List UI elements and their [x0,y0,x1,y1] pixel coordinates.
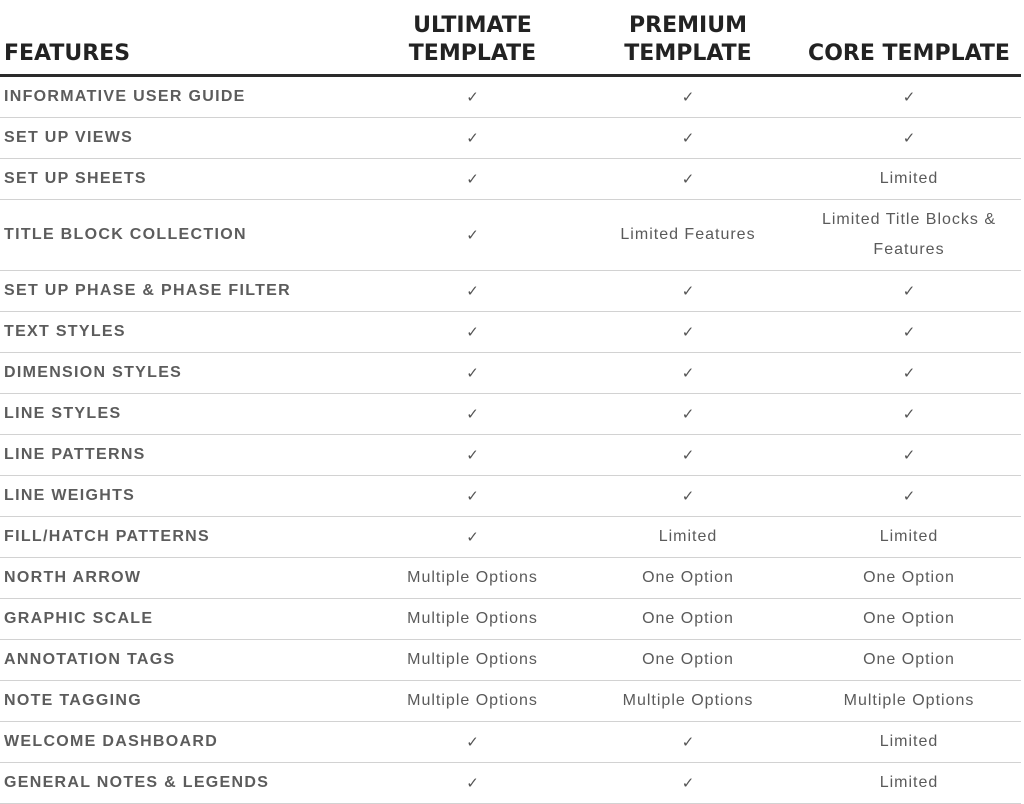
core-check-icon: ✓ [797,353,1021,394]
premium-value: One Option [579,558,797,599]
ultimate-value: Multiple Options [366,558,579,599]
table-row [0,394,1021,435]
core-check-icon: ✓ [797,76,1021,118]
feature-name: SET UP PHASE & PHASE FILTER [0,271,366,312]
ultimate-check-icon: ✓ [366,159,579,200]
core-value [797,200,1021,271]
ultimate-check-icon: ✓ [366,435,579,476]
feature-name: LINE STYLES [0,394,366,435]
feature-name: LINE WEIGHTS [0,476,366,517]
feature-name: TITLE BLOCK COLLECTION [0,200,366,271]
core-value: One Option [797,599,1021,640]
ultimate-check-icon: ✓ [366,200,579,271]
premium-value: Limited Features [579,200,797,271]
feature-name: SET UP SHEETS [0,159,366,200]
core-check-icon: ✓ [797,435,1021,476]
core-value: Limited [797,763,1021,804]
header-ultimate-label: ULTIMATE TEMPLATE [408,13,537,66]
core-check-icon: ✓ [797,312,1021,353]
premium-check-icon: ✓ [579,435,797,476]
ultimate-value: Multiple Options [366,681,579,722]
premium-check-icon: ✓ [579,312,797,353]
table-row [0,681,1021,722]
feature-name: FILL/HATCH PATTERNS [0,517,366,558]
premium-check-icon: ✓ [579,76,797,118]
table-row [0,271,1021,312]
premium-value: Limited [579,517,797,558]
table-row [0,476,1021,517]
core-value: One Option [797,558,1021,599]
table-row [0,640,1021,681]
ultimate-check-icon: ✓ [366,76,579,118]
ultimate-check-icon: ✓ [366,312,579,353]
table-header [0,0,1021,76]
feature-name: WELCOME DASHBOARD [0,722,366,763]
ultimate-check-icon: ✓ [366,763,579,804]
header-premium-template [579,0,797,76]
table-row [0,200,1021,271]
table-row [0,76,1021,118]
core-check-icon: ✓ [797,118,1021,159]
core-check-icon: ✓ [797,271,1021,312]
table-row [0,722,1021,763]
premium-check-icon: ✓ [579,476,797,517]
feature-name: SET UP VIEWS [0,118,366,159]
core-check-icon: ✓ [797,394,1021,435]
premium-value: Multiple Options [579,681,797,722]
table-body [0,76,1021,804]
core-value: Multiple Options [797,681,1021,722]
ultimate-check-icon: ✓ [366,118,579,159]
feature-name: LINE PATTERNS [0,435,366,476]
premium-check-icon: ✓ [579,394,797,435]
feature-name: TEXT STYLES [0,312,366,353]
feature-name: GENERAL NOTES & LEGENDS [0,763,366,804]
table-row [0,118,1021,159]
core-value: One Option [797,640,1021,681]
feature-name: DIMENSION STYLES [0,353,366,394]
feature-name: NORTH ARROW [0,558,366,599]
feature-name: INFORMATIVE USER GUIDE [0,76,366,118]
ultimate-check-icon: ✓ [366,394,579,435]
feature-name: GRAPHIC SCALE [0,599,366,640]
ultimate-check-icon: ✓ [366,353,579,394]
ultimate-check-icon: ✓ [366,476,579,517]
core-value-text: Limited Title Blocks & Features [821,211,997,258]
premium-check-icon: ✓ [579,353,797,394]
header-features: FEATURES [0,0,366,76]
header-premium-label: PREMIUM TEMPLATE [624,13,752,66]
table-row [0,517,1021,558]
ultimate-check-icon: ✓ [366,271,579,312]
table-row [0,159,1021,200]
ultimate-value: Multiple Options [366,640,579,681]
premium-value: One Option [579,640,797,681]
feature-name: NOTE TAGGING [0,681,366,722]
table-row [0,435,1021,476]
header-core-template [797,0,1021,76]
table-row [0,763,1021,804]
core-value: Limited [797,722,1021,763]
table-row [0,353,1021,394]
premium-check-icon: ✓ [579,763,797,804]
premium-check-icon: ✓ [579,722,797,763]
core-value: Limited [797,517,1021,558]
table-row [0,312,1021,353]
header-ultimate-template [366,0,579,76]
ultimate-value: Multiple Options [366,599,579,640]
table-row [0,599,1021,640]
premium-check-icon: ✓ [579,118,797,159]
header-core-label: CORE TEMPLATE [808,41,1010,66]
feature-name: ANNOTATION TAGS [0,640,366,681]
premium-value: One Option [579,599,797,640]
header-row [0,0,1021,76]
ultimate-check-icon: ✓ [366,722,579,763]
premium-check-icon: ✓ [579,271,797,312]
core-check-icon: ✓ [797,476,1021,517]
ultimate-check-icon: ✓ [366,517,579,558]
core-value: Limited [797,159,1021,200]
premium-check-icon: ✓ [579,159,797,200]
table-row [0,558,1021,599]
